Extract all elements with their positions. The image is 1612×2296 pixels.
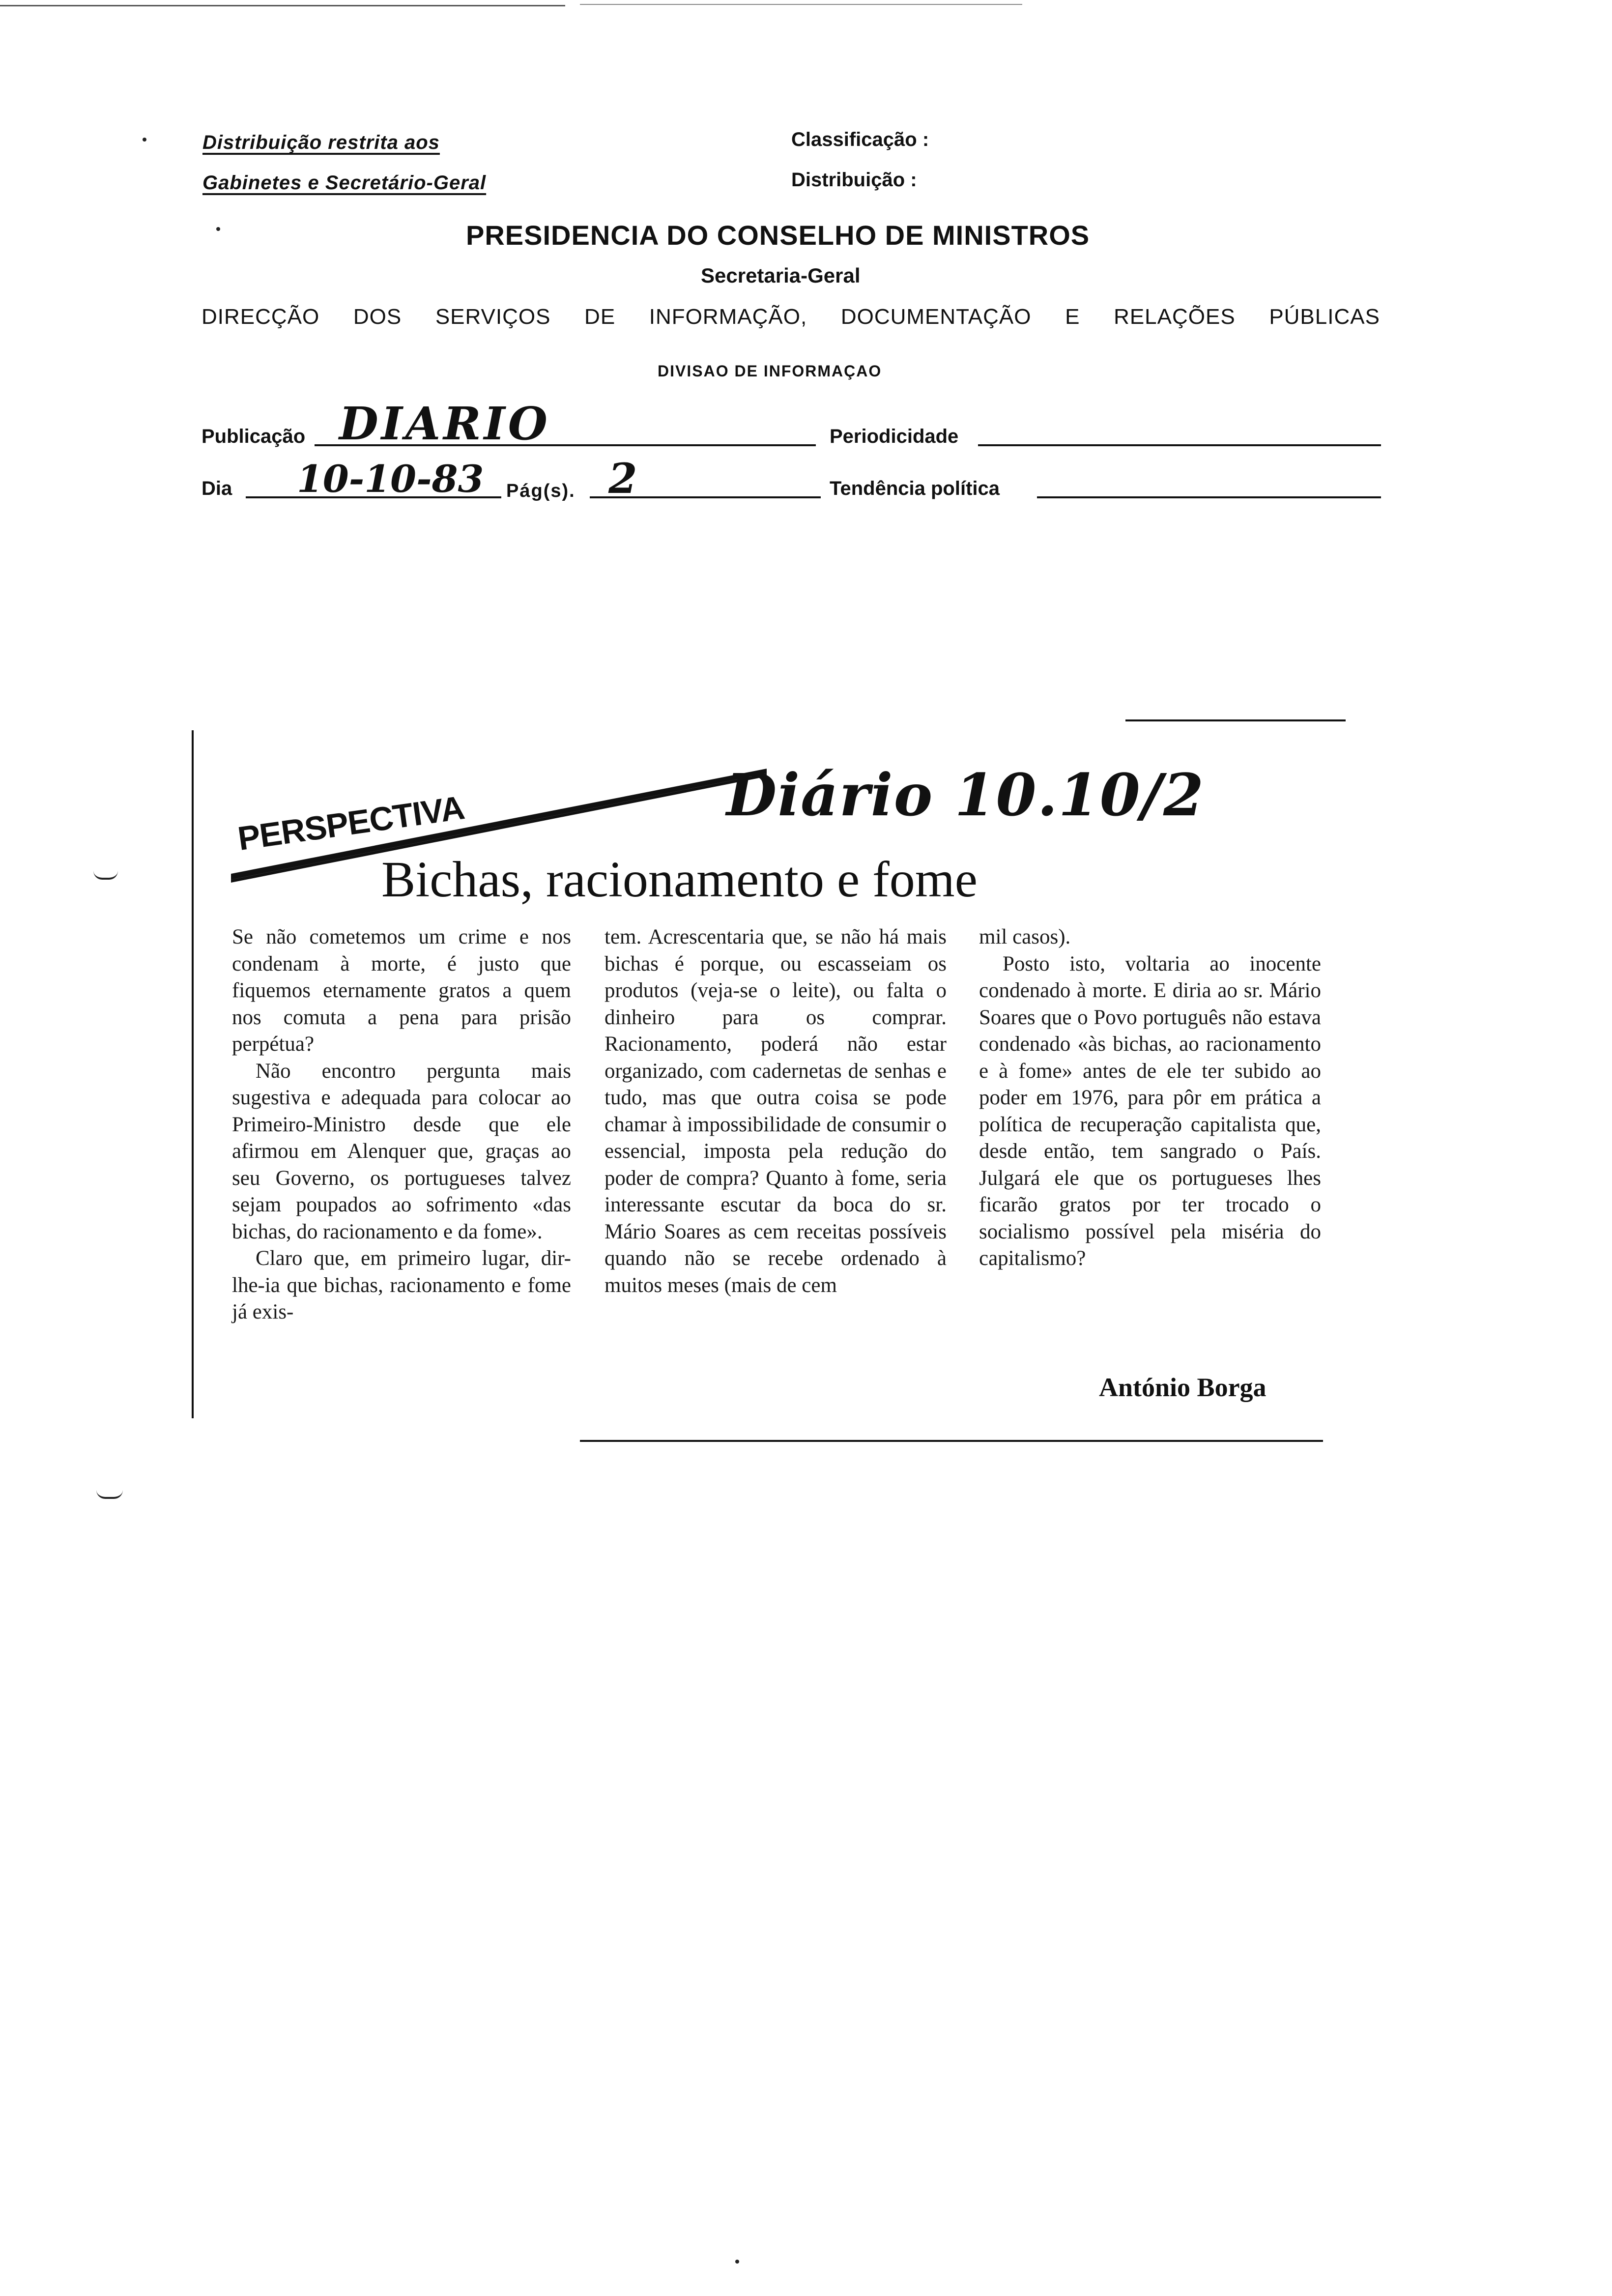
periodicidade-line [978,444,1381,446]
article-column-2 [604,924,947,1299]
paragraph: Não encontro pergunta mais sugestiva e adequada para colocar ao Primeiro-Ministro desde que ele afirmou em Alenquer que, graças ao seu Governo, os portugueses talvez sejam poupados ao sofrimento «das bichas, do racionamento e da fome». [232,1059,571,1243]
periodicidade-label: Periodicidade [830,426,959,447]
restricted-line-1: Distribuição restrita aos [202,132,440,153]
paragraph: Se não cometemos um crime e nos condenam à morte, é justo que fiquemos eternamente gratos a quem nos comuta a pena para prisão perpétua? [232,925,571,1056]
article-column-3 [979,924,1321,1272]
clipping-top-right-rule [1125,719,1346,721]
handwritten-date-note: Diário 10.10/2 [726,761,1205,829]
paragraph: tem. Acrescentaria que, se não há mais bichas é porque, ou escasseiam os produtos (veja-se o leite), ou falta o dinheiro para os comprar. Racionamento, poderá não estar organizado, com cadernetas de senhas e tudo, mas que outra coisa se pode chamar à impossibilidade de consumir o essencial, imposta pela redução do poder de compra? Quanto à fome, seria interessante escutar da boca do sr. Mário Soares as cem receitas possíveis quando não se recebe ordenado à muitos meses (mais de cem [604,925,947,1297]
direccao-line: DIRECÇÃO DOS SERVIÇOS DE INFORMAÇÃO, DOCUMENTAÇÃO E RELAÇÕES PÚBLICAS [202,305,1380,329]
article-author: António Borga [1099,1373,1267,1402]
headline: Bichas, racionamento e fome [381,851,978,908]
classificacao-label: Classificação : [791,129,929,150]
scan-speck [143,138,146,142]
paragraph: Posto isto, voltaria ao inocente condenado à morte. E diria ao sr. Mário Soares que o Povo português não estava condenado «às bichas, ao racionamento e à fome» antes de ele ter subido ao poder em 1976, para pôr em prática a política de recuperação capitalista que, desde então, tem sangrado o País. Julgará ele que os portugueses lhes ficarão gratos por ter trocado o socialismo possível pela miséria do capitalismo? [979,952,1321,1270]
pags-label: Pág(s). [506,481,576,501]
dia-label: Dia [202,478,232,499]
clipping-bottom-rule [580,1440,1323,1442]
publicacao-handwritten: DIARIO [339,397,550,450]
scan-hook-mark [93,871,118,880]
tendencia-line [1037,496,1381,498]
section-label: PERSPECTIVA [235,789,467,858]
scan-speck [216,227,220,231]
pags-handwritten: 2 [608,454,637,503]
dia-handwritten: 10-10-83 [297,457,484,501]
scan-line-top-right [580,4,1022,5]
scan-hook-mark [96,1490,123,1499]
paragraph: Claro que, em primeiro lugar, dir-lhe-ia que bichas, racionamento e fome já exis- [232,1247,571,1323]
scan-line-top [0,5,565,6]
divisao-label: DIVISAO DE INFORMAÇAO [658,362,882,380]
distribuicao-label: Distribuição : [791,169,917,191]
publicacao-label: Publicação [202,426,306,447]
scan-speck [735,2260,739,2264]
paragraph: mil casos). [979,925,1071,948]
article-column-1 [232,924,571,1326]
restricted-line-2: Gabinetes e Secretário-Geral [202,172,487,194]
presidencia-title: PRESIDENCIA DO CONSELHO DE MINISTROS [466,220,1090,251]
tendencia-label: Tendência política [830,478,1000,499]
secretaria-geral: Secretaria-Geral [701,264,861,287]
clipping-left-edge [192,730,194,1418]
